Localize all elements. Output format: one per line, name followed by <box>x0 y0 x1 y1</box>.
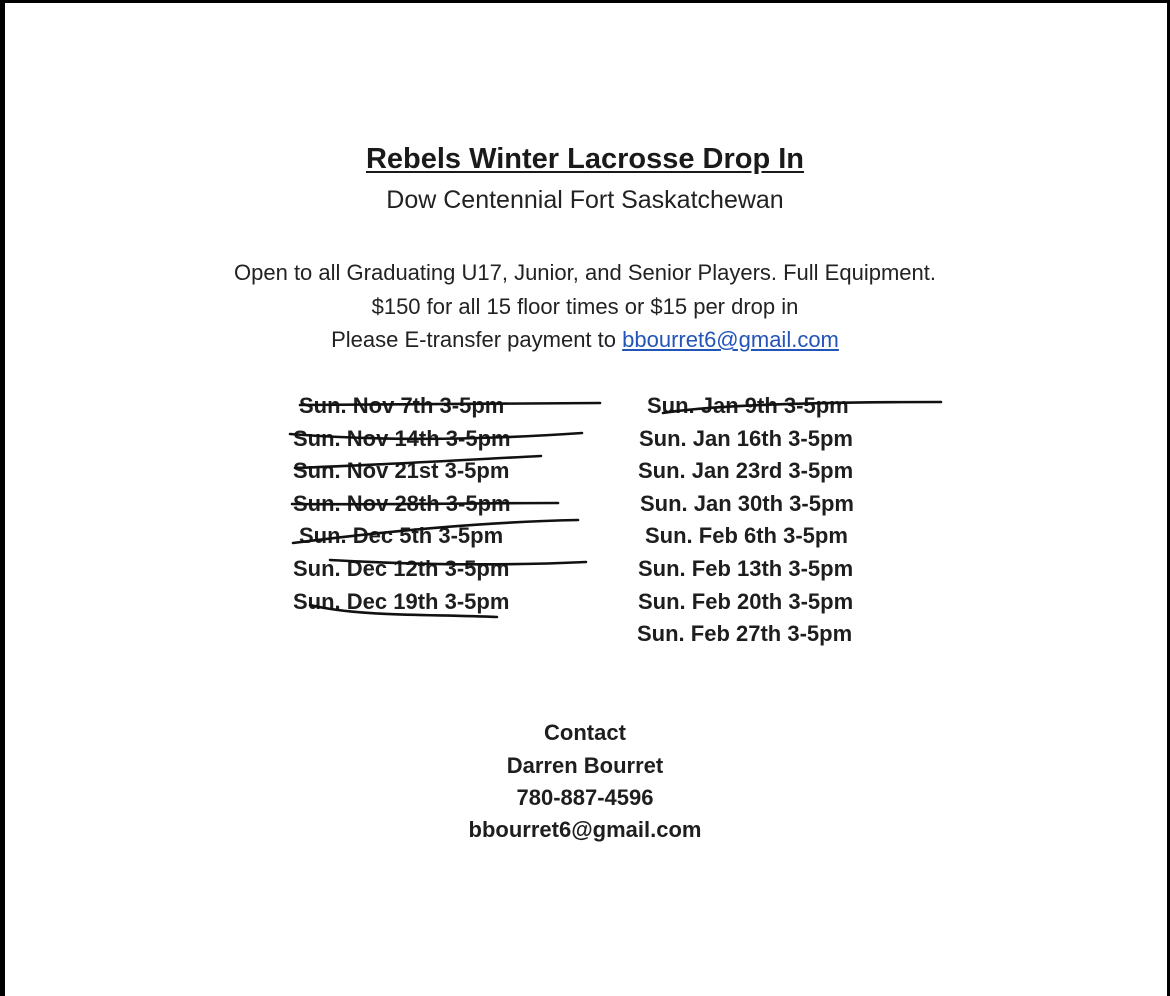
schedule-date: Sun. Jan 30th 3-5pm <box>640 491 854 516</box>
schedule-date: Sun. Dec 5th 3-5pm <box>299 523 504 548</box>
schedule-date: Sun. Nov 14th 3-5pm <box>293 426 511 451</box>
schedule-date: Sun. Dec 12th 3-5pm <box>293 556 510 581</box>
contact-email: bbourret6@gmail.com <box>468 817 702 842</box>
payment-line <box>0 327 1170 353</box>
schedule-date: Sun. Feb 20th 3-5pm <box>638 589 854 614</box>
schedule-date: Sun. Feb 13th 3-5pm <box>638 556 854 581</box>
contact-heading: Contact <box>544 720 626 745</box>
schedule-date: Sun. Nov 21st 3-5pm <box>293 458 510 483</box>
schedule-date: Sun. Feb 6th 3-5pm <box>645 523 848 548</box>
contact-name: Darren Bourret <box>506 753 664 778</box>
schedule-date: Sun. Dec 19th 3-5pm <box>293 589 510 614</box>
schedule-date: Sun. Feb 27th 3-5pm <box>637 621 853 646</box>
schedule-date: Sun. Jan 23rd 3-5pm <box>638 458 854 483</box>
payment-prefix: Please E-transfer payment to <box>331 327 623 352</box>
contact-phone: 780-887-4596 <box>516 785 654 810</box>
eligibility-text: Open to all Graduating U17, Junior, and Senior Players. Full Equipment. <box>234 260 936 285</box>
schedule-date: Sun. Jan 16th 3-5pm <box>639 426 853 451</box>
schedule-date: Sun. Jan 9th 3-5pm <box>647 393 849 418</box>
page-title: Rebels Winter Lacrosse Drop In <box>365 143 805 175</box>
venue-subtitle: Dow Centennial Fort Saskatchewan <box>386 186 784 214</box>
schedule-date: Sun. Nov 28th 3-5pm <box>293 491 511 516</box>
payment-email-link[interactable]: bbourret6@gmail.com <box>622 327 839 352</box>
schedule-date: Sun. Nov 7th 3-5pm <box>299 393 505 418</box>
pricing-text: $150 for all 15 floor times or $15 per drop in <box>371 294 799 319</box>
